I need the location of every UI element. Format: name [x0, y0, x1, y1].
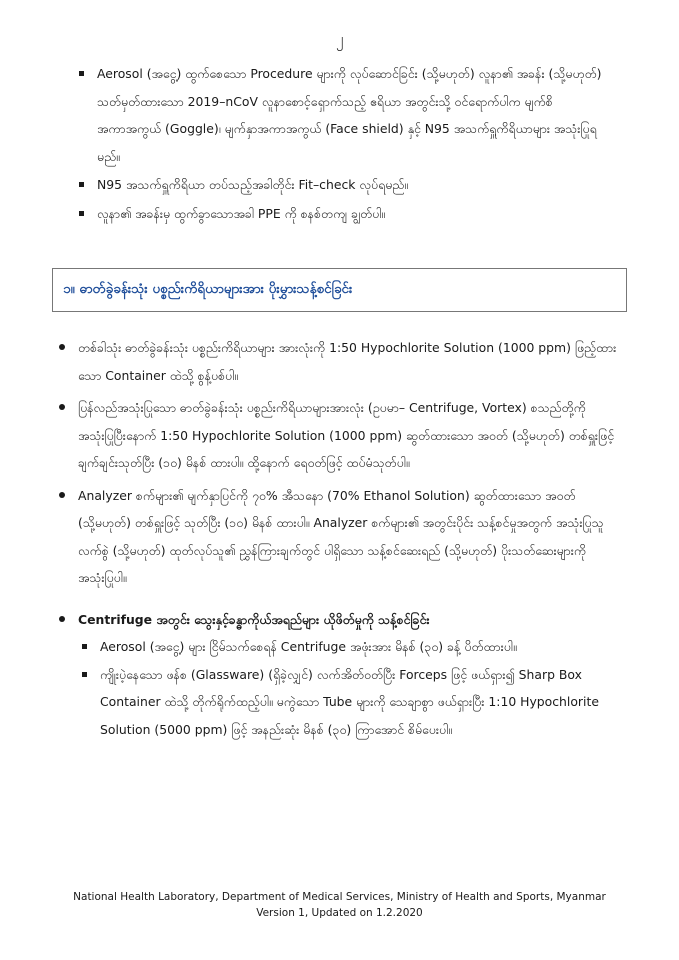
round-bullet-icon — [59, 404, 65, 410]
list-item — [97, 200, 615, 228]
square-bullet-icon — [79, 182, 84, 187]
round-bullet-icon — [59, 492, 65, 498]
square-bullet-icon — [79, 211, 84, 216]
list-item — [78, 482, 623, 592]
section-heading-box — [52, 268, 627, 312]
round-bullet-icon — [59, 344, 65, 350]
ppe-bullet-list — [97, 60, 615, 228]
list-item-text: ကျိုးပဲ့နေသော ဖန်စ (Glassware) (ရှိခဲ့လျှင်) လက်အိတ်ဝတ်ပြီး Forceps ဖြင့် ဖယ်ရှား၍ Sharp Box Container ထဲသို့ တိုက်ရိုက်ထည့်ပါ။ မကွဲသော Tube များကို သေချာစွာ ဖယ်ရှားပြီး 1:10 Hypochlorite Solution (5000 ppm) ဖြင့် အနည်းဆုံး မိနစ် (၃၀) ကြာအောင် စိမ်ပေးပါ။ — [100, 666, 599, 737]
centrifuge-sub-list — [78, 633, 623, 743]
page-number: ၂ — [335, 30, 344, 48]
centrifuge-section — [78, 606, 623, 744]
round-bullet-icon — [59, 616, 65, 622]
section-title: ၁။ ဓာတ်ခွဲခန်းသုံး ပစ္စည်းကိရိယာများအား ပိုးမွှားသန့်စင်ခြင်း — [63, 281, 353, 297]
list-item — [97, 60, 615, 170]
list-item — [97, 171, 615, 199]
square-bullet-icon — [82, 672, 87, 677]
square-bullet-icon — [79, 71, 84, 76]
list-item-text: N95 အသက်ရှူကိရိယာ တပ်သည့်အခါတိုင်း Fit–check လုပ်ရမည်။ — [97, 177, 409, 192]
page-footer — [0, 889, 679, 921]
list-item — [100, 633, 623, 661]
centrifuge-heading: Centrifuge အတွင်း သွေးနှင့်ခန္ဓာကိုယ်အရည်များ ယိုဖိတ်မှုကို သန့်စင်ခြင်း — [78, 611, 430, 627]
list-item-text: လူနာ၏ အခန်းမှ ထွက်ခွာသောအခါ PPE ကို စနစ်တကျ ချွတ်ပါ။ — [97, 205, 386, 221]
disinfection-bullet-list — [78, 334, 623, 748]
list-item — [100, 661, 623, 744]
square-bullet-icon — [82, 644, 87, 649]
list-item — [78, 394, 623, 477]
footer-version: Version 1, Updated on 1.2.2020 — [256, 907, 423, 919]
list-item-text: Analyzer စက်များ၏ မျက်နှာပြင်ကို ၇၀% အီသနော (70% Ethanol Solution) ဆွတ်ထားသော အဝတ် (သို့မဟုတ်) တစ်ရှူးဖြင့် သုတ်ပြီး (၁၀) မိနစ် ထားပါ။ Analyzer စက်များ၏ အတွင်းပိုင်း သန့်စင်မှုအတွက် အသုံးပြုသူလက်စွဲ (သို့မဟုတ်) ထုတ်လုပ်သူ၏ ညွှန်ကြားချက်တွင် ပါရှိသော သန့်စင်ဆေးရည် (သို့မဟုတ်) ပိုးသတ်ဆေးများကို အသုံးပြုပါ။ — [78, 487, 604, 585]
list-item-text: Aerosol (အငွေ့) များ ငြိမ်သက်စေရန် Centrifuge အဖုံးအား မိနစ် (၃၀) ခန့် ပိတ်ထားပါ။ — [100, 639, 517, 654]
list-item — [78, 334, 623, 389]
list-item-text: ပြန်လည်အသုံးပြုသော ဓာတ်ခွဲခန်းသုံး ပစ္စည်းကိရိယာများအားလုံး (ဥပမာ– Centrifuge, Vortex) စသည်တို့ကို အသုံးပြုပြီးနောက် 1:50 Hypochlorite Solution (1000 ppm) ဆွတ်ထားသော အဝတ် (သို့မဟုတ်) တစ်ရှူးဖြင့် ချက်ချင်းသုတ်ပြီး (၁၀) မိနစ် ထားပါ။ ထို့နောက် ရေဝတ်ဖြင့် ထပ်မံသုတ်ပါ။ — [78, 400, 615, 470]
footer-organization: National Health Laboratory, Department of Medical Services, Ministry of Health and Sports, Myanmar — [73, 891, 606, 903]
list-item-text: တစ်ခါသုံး ဓာတ်ခွဲခန်းသုံး ပစ္စည်းကိရိယာများ အားလုံးကို 1:50 Hypochlorite Solution (1000 ppm) ဖြည့်ထားသော Container ထဲသို့ စွန့်ပစ်ပါ။ — [78, 340, 617, 383]
list-item-text: Aerosol (အငွေ့) ထွက်စေသော Procedure များကို လုပ်ဆောင်ခြင်း (သို့မဟုတ်) လူနာ၏ အခန်း (သို့မဟုတ်) သတ်မှတ်ထားသော 2019–nCoV လူနာစောင့်ရှောက်သည့် ဧရိယာ အတွင်းသို့ ဝင်ရောက်ပါက မျက်စိအကာအကွယ် (Goggle)၊ မျက်နှာအကာအကွယ် (Face shield) နှင့် N95 အသက်ရှူကိရိယာများ အသုံးပြုရမည်။ — [97, 66, 602, 164]
